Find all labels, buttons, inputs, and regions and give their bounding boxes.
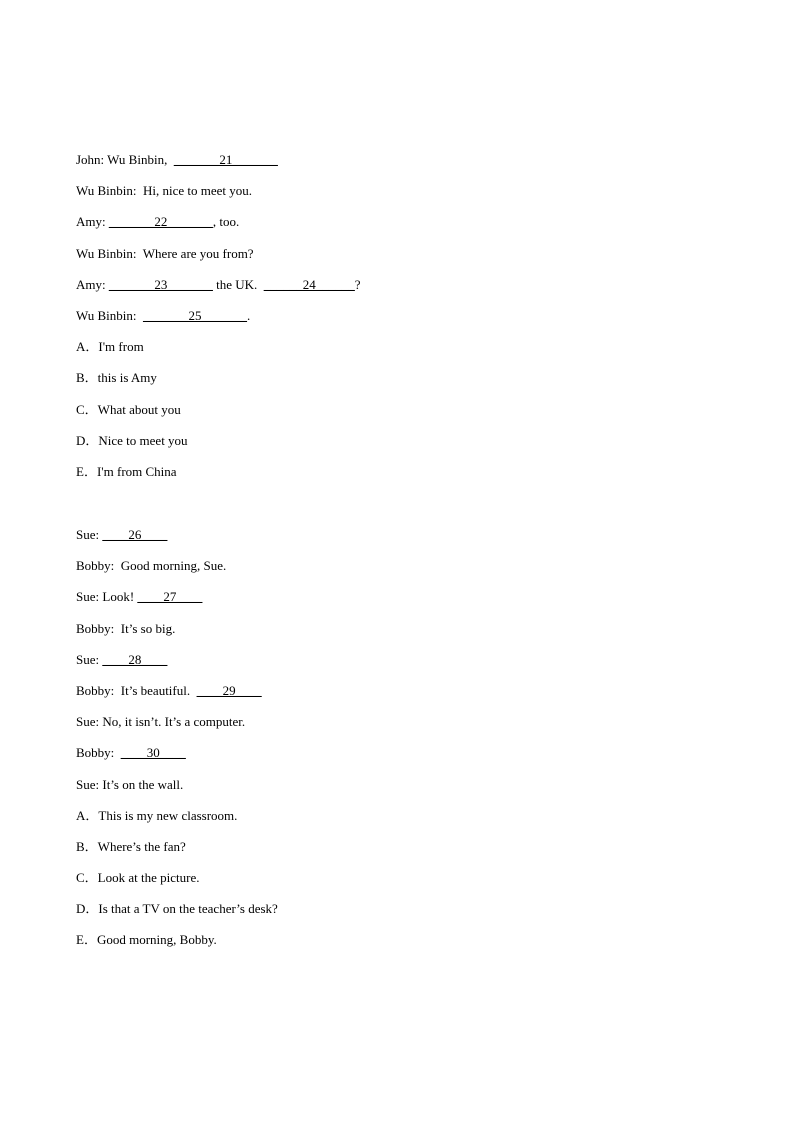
option-text: Is that a TV on the teacher’s desk? [98,901,278,917]
option-letter: D． [76,901,99,917]
line-text: It’s on the wall. [99,776,184,792]
speaker: Bobby: [76,620,115,636]
speaker: Bobby: [76,682,115,698]
line-text: Where are you from? [136,245,254,261]
blank-28: ____28____ [102,651,168,667]
dialogue-line [76,308,361,339]
option-text: What about you [97,401,181,417]
blank-29: ____29____ [196,682,262,698]
option-letter: A． [76,807,99,823]
dialogue-line [76,183,361,214]
line-text: It’s so big. [114,620,176,636]
speaker: Sue: [76,714,100,730]
blank-23: _______23_______ [108,276,213,292]
dialogue-line [76,745,278,776]
blank-30: ____30____ [120,745,186,761]
speaker: Wu Binbin: [76,183,137,199]
option-text: this is Amy [97,370,157,386]
speaker: Sue: [76,651,100,667]
dialogue-2 [76,527,278,964]
option-text: This is my new classroom. [98,807,238,823]
speaker: John: [76,152,105,167]
option-c [76,870,278,901]
blank-22: _______22_______ [108,214,213,230]
dialogue-line [76,558,278,589]
line-text: Good morning, Sue. [114,558,227,574]
option-e [76,932,278,963]
speaker: Sue: [76,589,100,605]
option-text: Nice to meet you [98,432,188,448]
option-b [76,370,361,401]
line-text: Wu Binbin, [104,152,174,167]
option-d [76,433,361,464]
blank-27: ____27____ [137,589,203,605]
option-text: Look at the picture. [97,870,200,886]
option-a [76,808,278,839]
dialogue-line [76,589,278,620]
option-letter: B． [76,838,98,854]
dialogue-1 [76,152,361,495]
option-c [76,402,361,433]
option-letter: B． [76,370,98,386]
dialogue-line [76,652,278,683]
option-b [76,839,278,870]
option-text: Where’s the fan? [97,838,186,854]
line-text: Look! [99,589,138,605]
dialogue-line [76,683,278,714]
line-text: , too. [212,214,240,230]
dialogue-line [76,214,361,245]
option-text: I'm from China [96,463,177,479]
speaker: Sue: [76,527,100,542]
option-letter: D． [76,432,99,448]
option-text: Good morning, Bobby. [96,932,217,948]
option-letter: E． [76,932,97,948]
line-text: the UK. [212,276,264,292]
option-text: I'm from [98,339,144,355]
dialogue-line [76,527,278,558]
line-text: It’s beautiful. [114,682,197,698]
line-text: ? [354,276,361,292]
speaker: Amy: [76,276,106,292]
dialogue-line [76,714,278,745]
dialogue-line [76,621,278,652]
line-text: No, it isn’t. It’s a computer. [99,714,246,730]
dialogue-line [76,277,361,308]
speaker: Wu Binbin: [76,307,137,323]
speaker: Amy: [76,214,106,230]
blank-26: ____26____ [102,527,168,542]
speaker: Bobby: [76,558,115,574]
option-letter: E． [76,463,97,479]
dialogue-line [76,777,278,808]
option-d [76,901,278,932]
option-letter: A． [76,339,99,355]
dialogue-line [76,152,361,183]
line-text: . [247,307,251,323]
speaker: Sue: [76,776,100,792]
speaker: Bobby: [76,745,115,761]
blank-21: _______21_______ [173,152,278,167]
option-letter: C． [76,870,98,886]
dialogue-line [76,246,361,277]
blank-24: ______24______ [263,276,355,292]
option-a [76,339,361,370]
speaker: Wu Binbin: [76,245,137,261]
line-text: Hi, nice to meet you. [136,183,253,199]
option-e [76,464,361,495]
option-letter: C． [76,401,98,417]
blank-25: _______25_______ [143,307,248,323]
